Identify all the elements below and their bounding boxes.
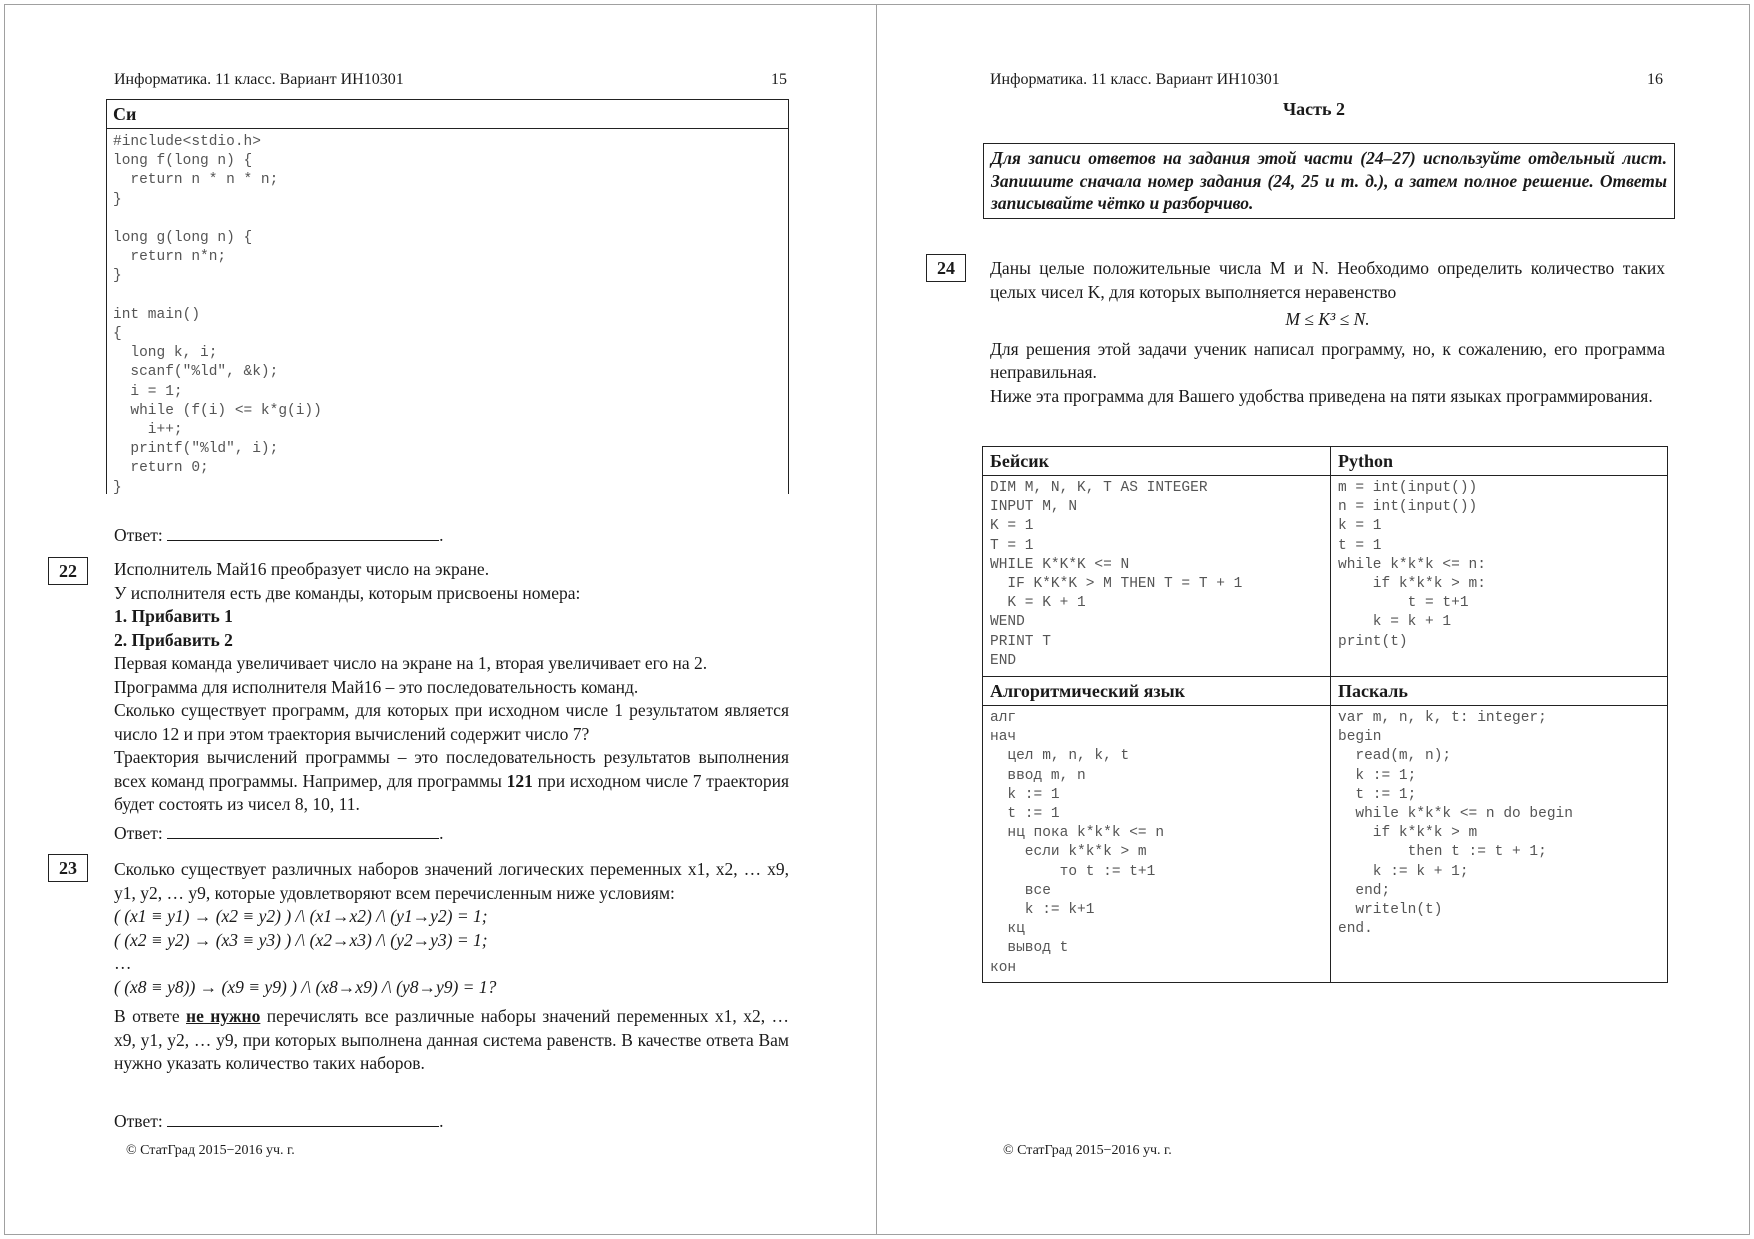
- answer-line-23: Ответ: .: [114, 1111, 444, 1131]
- python-title: Python: [1331, 447, 1668, 476]
- task-22: [114, 558, 789, 817]
- c-code: #include<stdio.h> long f(long n) { return n * n * n; } long g(long n) { return n*n; } int main() { long k, i; scanf("%ld", &k); i = 1; while (f(i) <= k*g(i)) i++; printf("%ld", i); return 0; }: [113, 134, 322, 496]
- task22-p4: Программа для исполнителя Май16 – это последовательность команд.: [114, 676, 639, 697]
- task23-eq1: ( (x1 ≡ y1) → (x2 ≡ y2) ) /\ (x1→x2) /\ (y1→y2) = 1;: [114, 906, 488, 926]
- answer-label: Ответ:: [114, 823, 163, 843]
- task22-p5: Сколько существует программ, для которых при исходном числе 1 результатом является число 12 и при этом траектория вычислений содержит число 7?: [114, 700, 789, 744]
- task23-p1: Сколько существует различных наборов значений логических переменных x1, x2, … x9, y1, y2, … y9, которые удовлетворяют всем перечисленным ниже условиям:: [114, 859, 789, 903]
- page-header: Информатика. 11 класс. Вариант ИН10301: [114, 71, 404, 88]
- task23-p2: [114, 1005, 789, 1076]
- task24-p1: Даны целые положительные числа M и N. Необходимо определить количество таких целых чисел K, для которых выполняется неравенство: [990, 258, 1665, 302]
- c-code-title: Си: [107, 100, 788, 129]
- task22-p6b: 121: [506, 770, 533, 791]
- answer-field[interactable]: [167, 1109, 439, 1127]
- task24-formula: M ≤ K³ ≤ N.: [1285, 309, 1370, 329]
- task23-p2b: не нужно: [186, 1006, 261, 1026]
- basic-code: DIM M, N, K, T AS INTEGER INPUT M, N K = 1 T = 1 WHILE K*K*K <= N IF K*K*K > M THEN T = T + 1 K = K + 1 WEND PRINT T END: [990, 480, 1243, 669]
- task23-eq3: ( (x8 ≡ y8)) → (x9 ≡ y9) ) /\ (x8→x9) /\ (y8→y9) = 1?: [114, 976, 497, 997]
- task22-p3: Первая команда увеличивает число на экране на 1, вторая увеличивает его на 2.: [114, 653, 708, 673]
- task24-p2: Для решения этой задачи ученик написал программу, но, к сожалению, его программа неправильная.: [990, 338, 1665, 382]
- part-title: Часть 2: [1282, 99, 1346, 119]
- page-number: 15: [771, 71, 787, 88]
- basic-title: Бейсик: [983, 447, 1331, 476]
- page-footer: © СтатГрад 2015−2016 уч. г.: [126, 1143, 295, 1158]
- task22-cmd1: 1. Прибавить 1: [114, 606, 233, 626]
- right-page: [876, 4, 1750, 1235]
- task23-eq2: ( (x2 ≡ y2) → (x3 ≡ y3) ) /\ (x2→x3) /\ (y2→y3) = 1;: [114, 929, 488, 950]
- task22-p6c: при исходном числе 7 траектория будет состоять из чисел 8, 10, 11.: [114, 770, 789, 814]
- left-page: [4, 4, 878, 1235]
- answer-field[interactable]: [167, 523, 439, 541]
- page-header: Информатика. 11 класс. Вариант ИН10301: [990, 71, 1280, 88]
- instruction-box: [983, 143, 1675, 219]
- task24-p3: Ниже эта программа для Вашего удобства приведена на пяти языках программирования.: [990, 385, 1653, 406]
- python-code: m = int(input()) n = int(input()) k = 1 t = 1 while k*k*k <= n: if k*k*k > m: t = t+1 k = k + 1 print(t): [1338, 480, 1486, 650]
- pascal-title: Паскаль: [1331, 677, 1668, 706]
- page-number: 16: [1647, 71, 1663, 88]
- pascal-code-cell: [1331, 706, 1668, 983]
- task23-eq-dots: …: [114, 953, 132, 973]
- task-number-23: 23: [48, 854, 88, 882]
- instruction-text: Для записи ответов на задания этой части (24–27) используйте отдельный лист. Запишите сначала номер задания (24, 25 и т. д.), а затем полное решение. Ответы записывайте чётко и разборчиво.: [991, 148, 1667, 213]
- page-footer: © СтатГрад 2015−2016 уч. г.: [1003, 1143, 1172, 1158]
- task22-p2: У исполнителя есть две команды, которым присвоены номера:: [114, 582, 581, 603]
- task-number-22: 22: [48, 557, 88, 585]
- answer-label: Ответ:: [114, 525, 163, 545]
- task-23: [114, 858, 789, 1076]
- task22-p6: [114, 746, 789, 817]
- answer-field[interactable]: [167, 821, 439, 839]
- task22-cmd2: 2. Прибавить 2: [114, 629, 233, 650]
- task23-p2a: В ответе: [114, 1006, 186, 1026]
- python-code-cell: [1331, 476, 1668, 677]
- task22-p6a: Траектория вычислений программы – это последовательность результатов выполнения всех команд программы. Например, для программы: [114, 747, 789, 791]
- c-code-block: [106, 99, 789, 494]
- task23-p2c: перечислять все различные наборы значений переменных x1, x2, … x9, y1, y2, … y9, при которых выполнена данная система равенств. В качестве ответа Вам нужно указать количество таких наборов.: [114, 1006, 789, 1073]
- task-24: [990, 257, 1665, 408]
- code-table: [982, 446, 1668, 983]
- pascal-code: var m, n, k, t: integer; begin read(m, n); k := 1; t := 1; while k*k*k <= n do begin if k*k*k > m then t := t + 1; k := k + 1; end; writeln(t) end.: [1338, 710, 1573, 938]
- basic-code-cell: [983, 476, 1331, 677]
- answer-line-22: Ответ: .: [114, 823, 444, 843]
- answer-label: Ответ:: [114, 1111, 163, 1131]
- task22-p1: Исполнитель Май16 преобразует число на экране.: [114, 559, 490, 579]
- answer-line-21: Ответ: .: [114, 525, 444, 545]
- task-number-24: 24: [926, 254, 966, 282]
- alg-code: алг нач цел m, n, k, t ввод m, n k := 1 t := 1 нц пока k*k*k <= n если k*k*k > m то t := t+1 все k := k+1 кц вывод t кон: [990, 710, 1165, 976]
- alg-code-cell: [983, 706, 1331, 983]
- alg-title: Алгоритмический язык: [983, 677, 1331, 706]
